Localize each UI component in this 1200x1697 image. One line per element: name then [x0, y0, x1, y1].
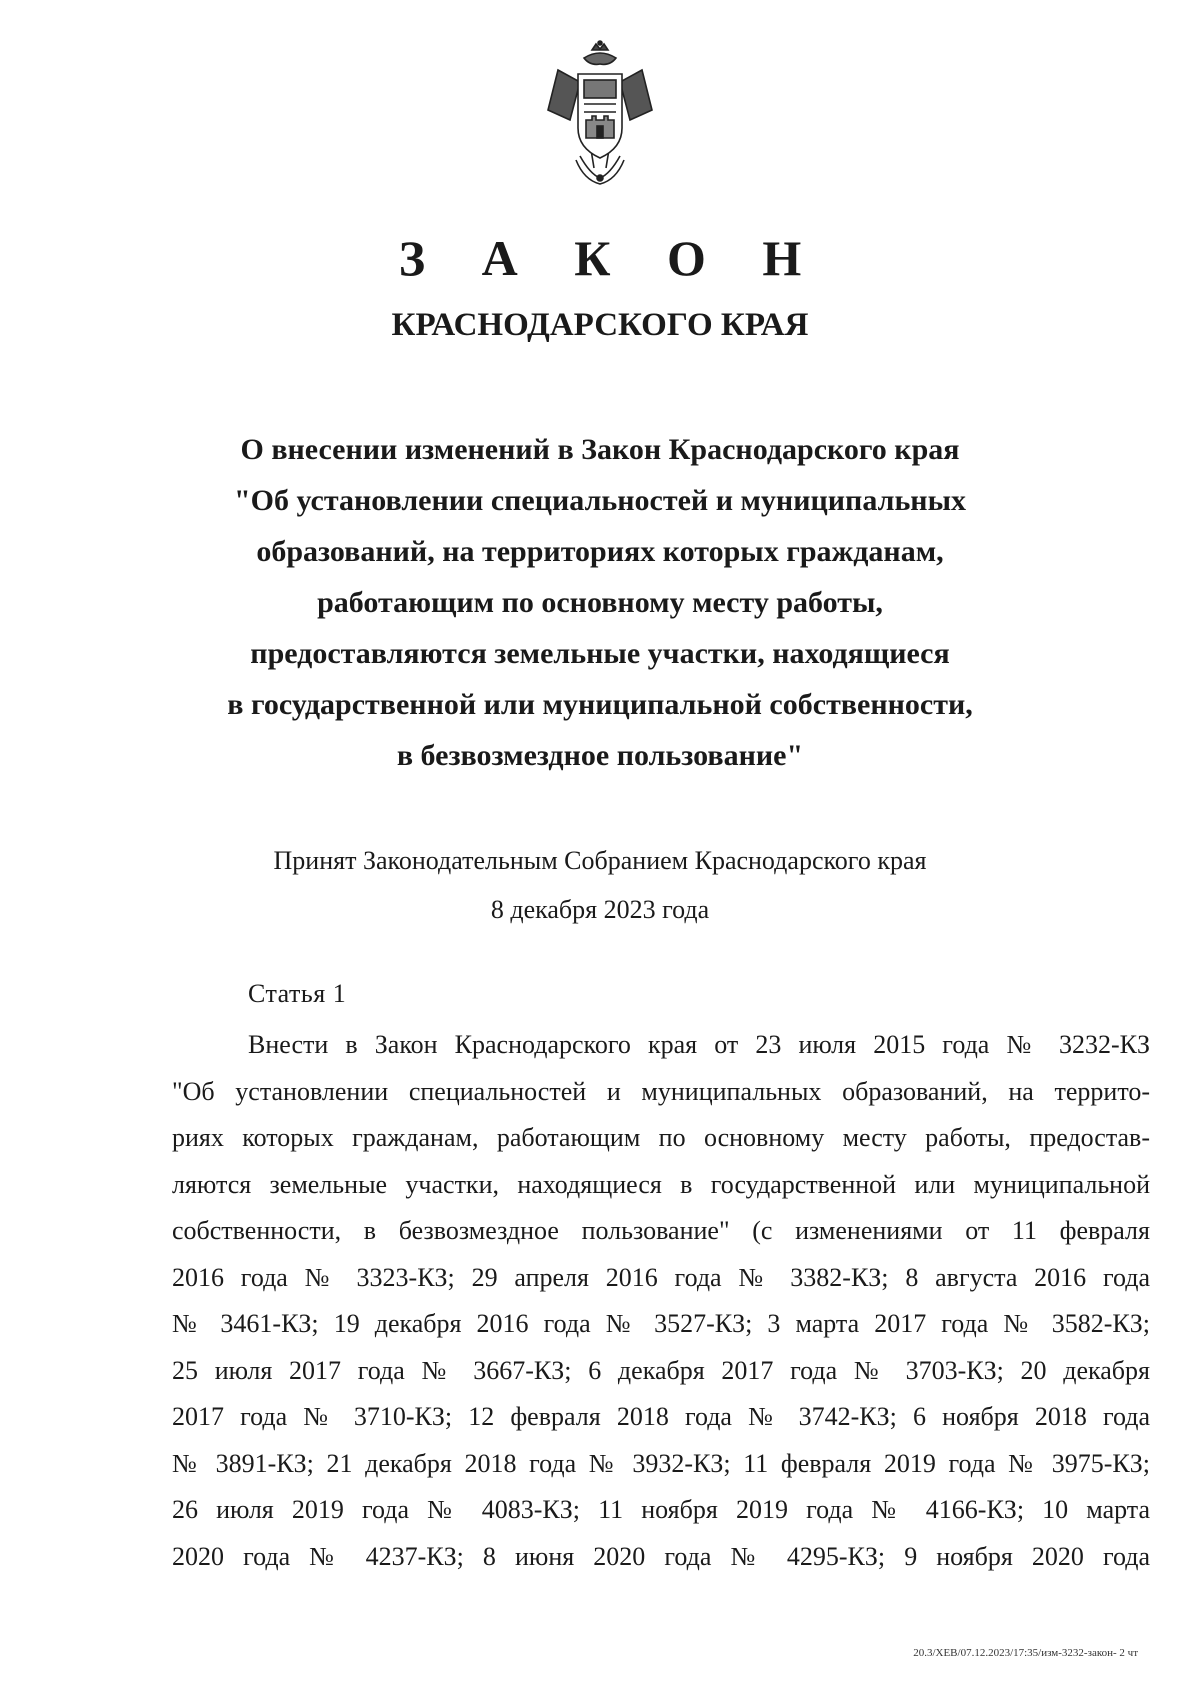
law-name-line: в безвозмездное пользование": [396, 739, 804, 772]
article-line: Внести в Закон Краснодарского края от 23 июля 2015 года № 3232-КЗ: [248, 1030, 1150, 1059]
article-heading: Статья 1: [248, 979, 347, 1008]
adoption-note: [0, 836, 1200, 934]
article-line: ляются земельные участки, находящиеся в государственной или муниципальной: [172, 1169, 1150, 1199]
law-name-line: в государственной или муниципальной собственности,: [227, 688, 973, 721]
law-name-line: предоставляются земельные участки, находящиеся: [250, 637, 950, 670]
article-line: 2020 года № 4237-КЗ; 8 июня 2020 года № 4295-КЗ; 9 ноября 2020 года: [172, 1541, 1150, 1571]
document-title: З А К О Н: [398, 230, 824, 286]
law-name-line: образований, на территориях которых гражданам,: [256, 535, 944, 568]
article-line: 26 июля 2019 года № 4083-КЗ; 11 ноября 2019 года № 4166-КЗ; 10 марта: [172, 1495, 1150, 1524]
article-line: риях которых гражданам, работающим по основному месту работы, предостав-: [172, 1123, 1150, 1152]
article-line: 2016 года № 3323-КЗ; 29 апреля 2016 года № 3382-КЗ; 8 августа 2016 года: [172, 1262, 1150, 1292]
law-name-line: О внесении изменений в Закон Краснодарского края: [240, 433, 960, 466]
footer-document-code: 20.3/ХЕВ/07.12.2023/17:35/изм-3232-закон- 2 чт: [913, 1647, 1138, 1659]
article-line: "Об установлении специальностей и муниципальных образований, на террито-: [172, 1076, 1150, 1106]
article-line: 2017 года № 3710-КЗ; 12 февраля 2018 года № 3742-КЗ; 6 ноября 2018 года: [172, 1402, 1150, 1431]
adoption-date: 8 декабря 2023 года: [490, 895, 710, 924]
law-name-line: работающим по основному месту работы,: [317, 586, 883, 619]
article-body: [172, 1022, 1150, 1580]
article-line: 25 июля 2017 года № 3667-КЗ; 6 декабря 2017 года № 3703-КЗ; 20 декабря: [172, 1355, 1150, 1385]
law-name: [0, 424, 1200, 781]
document-subtitle: КРАСНОДАРСКОГО КРАЯ: [391, 307, 809, 343]
article-line: собственности, в безвозмездное пользование" (с изменениями от 11 февраля: [172, 1216, 1150, 1245]
coat-of-arms-emblem: [540, 40, 660, 190]
article-line: № 3461-КЗ; 19 декабря 2016 года № 3527-КЗ; 3 марта 2017 года № 3582-КЗ;: [172, 1309, 1150, 1338]
adoption-body: Принят Законодательным Собранием Краснодарского края: [273, 846, 927, 875]
law-name-line: "Об установлении специальностей и муниципальных: [233, 484, 967, 517]
article-line: № 3891-КЗ; 21 декабря 2018 года № 3932-КЗ; 11 февраля 2019 года № 3975-КЗ;: [172, 1448, 1150, 1478]
